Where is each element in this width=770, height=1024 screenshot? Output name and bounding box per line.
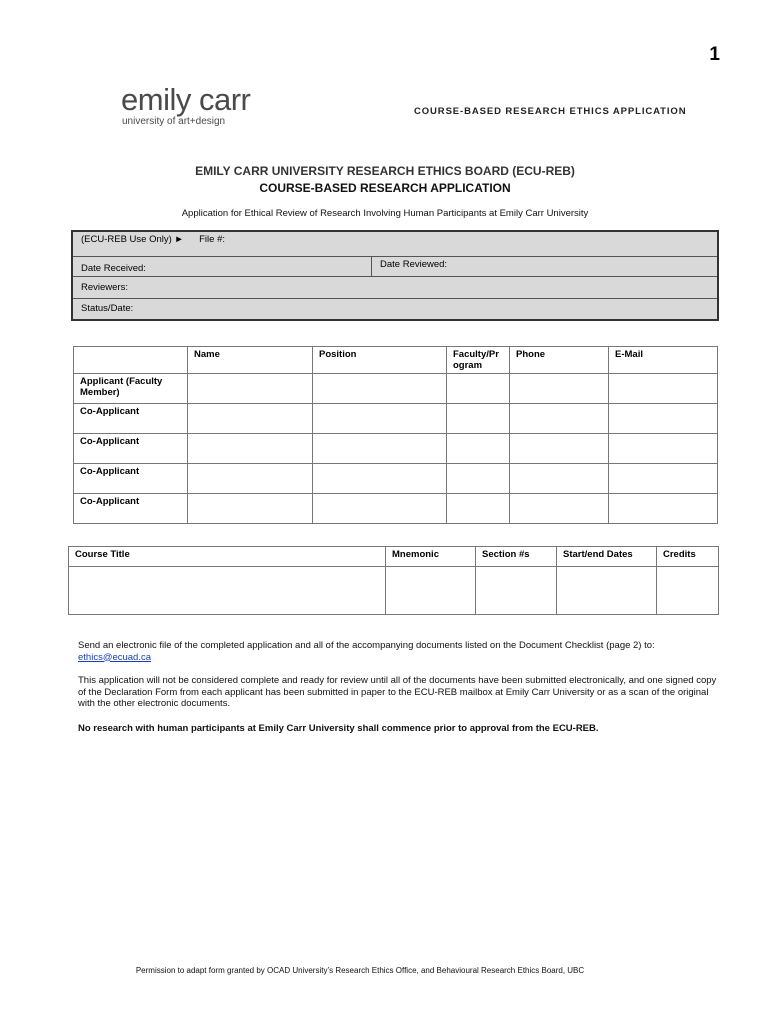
co-applicant-email-cell[interactable] — [609, 494, 718, 524]
page-number: 1 — [709, 44, 720, 65]
mnemonic-cell[interactable] — [386, 567, 476, 615]
board-title: EMILY CARR UNIVERSITY RESEARCH ETHICS BOARD (ECU-REB) — [195, 164, 575, 178]
co-applicant-email-cell[interactable] — [609, 404, 718, 434]
co-applicant-phone-cell[interactable] — [510, 494, 609, 524]
header-form-title: COURSE-BASED RESEARCH ETHICS APPLICATION — [414, 106, 687, 117]
application-title: COURSE-BASED RESEARCH APPLICATION — [259, 181, 511, 195]
university-logo-wordmark: emily carr — [121, 82, 251, 117]
no-research-notice: No research with human participants at Emily Carr University shall commence prior to approval from the ECU-REB. — [78, 723, 599, 734]
applicant-position-cell[interactable] — [313, 374, 447, 404]
co-applicant-position-cell[interactable] — [313, 404, 447, 434]
column-header-section: Section #s — [476, 547, 557, 567]
column-header-credits: Credits — [657, 547, 719, 567]
co-applicant-faculty-cell[interactable] — [447, 434, 510, 464]
co-applicant-faculty-cell[interactable] — [447, 494, 510, 524]
applicants-table — [73, 346, 718, 524]
university-logo-tagline: university of art+design — [122, 116, 226, 127]
applicants-header-blank — [74, 347, 188, 374]
co-applicant-phone-cell[interactable] — [510, 434, 609, 464]
table-row — [74, 434, 718, 464]
credits-cell[interactable] — [657, 567, 719, 615]
start-end-dates-cell[interactable] — [557, 567, 657, 615]
co-applicant-email-cell[interactable] — [609, 464, 718, 494]
completeness-paragraph: This application will not be considered complete and ready for review until all of the documents have been submitted electronically, and one signed copy of the Declaration Form from each applicant has been submitted in paper to the ECU-REB mailbox at Emily Carr University or as a scan of the original with the other electronic documents. — [78, 675, 717, 709]
column-header-position: Position — [313, 347, 447, 374]
row-label-co-applicant: Co-Applicant — [74, 404, 188, 434]
date-received-field[interactable]: Date Received: — [72, 256, 372, 276]
co-applicant-position-cell[interactable] — [313, 464, 447, 494]
column-header-email: E-Mail — [609, 347, 718, 374]
applicant-email-cell[interactable] — [609, 374, 718, 404]
row-label-co-applicant: Co-Applicant — [74, 434, 188, 464]
office-use-table — [71, 230, 719, 321]
permission-footer: Permission to adapt form granted by OCAD University’s Research Ethics Office, and Behavioural Research Ethics Board, UBC — [135, 966, 585, 975]
date-reviewed-field[interactable]: Date Reviewed: — [372, 256, 719, 276]
co-applicant-name-cell[interactable] — [188, 464, 313, 494]
table-row — [74, 374, 718, 404]
course-table — [68, 546, 719, 615]
column-header-start-end-dates: Start/end Dates — [557, 547, 657, 567]
office-use-label: (ECU-REB Use Only) ► — [81, 234, 184, 245]
co-applicant-email-cell[interactable] — [609, 434, 718, 464]
ethics-email-link[interactable]: ethics@ecuad.ca — [78, 651, 152, 663]
row-label-co-applicant: Co-Applicant — [74, 464, 188, 494]
office-use-row — [72, 231, 718, 256]
applicant-name-cell[interactable] — [188, 374, 313, 404]
co-applicant-name-cell[interactable] — [188, 494, 313, 524]
section-cell[interactable] — [476, 567, 557, 615]
table-row — [69, 567, 719, 615]
co-applicant-phone-cell[interactable] — [510, 404, 609, 434]
table-row — [74, 464, 718, 494]
row-label-applicant: Applicant (Faculty Member) — [74, 374, 188, 404]
send-instructions — [78, 640, 718, 663]
row-label-co-applicant: Co-Applicant — [74, 494, 188, 524]
file-number-field[interactable]: File #: — [199, 234, 225, 245]
applicant-faculty-cell[interactable] — [447, 374, 510, 404]
co-applicant-name-cell[interactable] — [188, 434, 313, 464]
application-subtitle: Application for Ethical Review of Research Involving Human Participants at Emily Carr University — [181, 208, 589, 219]
co-applicant-phone-cell[interactable] — [510, 464, 609, 494]
column-header-phone: Phone — [510, 347, 609, 374]
reviewers-field[interactable]: Reviewers: — [72, 276, 718, 298]
table-row — [74, 494, 718, 524]
column-header-mnemonic: Mnemonic — [386, 547, 476, 567]
send-instructions-text: Send an electronic file of the completed application and all of the accompanying documents listed on the Document Checklist (page 2) to: — [78, 640, 655, 651]
table-row — [74, 404, 718, 434]
course-title-cell[interactable] — [69, 567, 386, 615]
co-applicant-position-cell[interactable] — [313, 494, 447, 524]
co-applicant-name-cell[interactable] — [188, 404, 313, 434]
co-applicant-position-cell[interactable] — [313, 434, 447, 464]
column-header-faculty-program: Faculty/Pr ogram — [447, 347, 510, 374]
column-header-name: Name — [188, 347, 313, 374]
column-header-course-title: Course Title — [69, 547, 386, 567]
status-date-field[interactable]: Status/Date: — [72, 298, 718, 320]
applicant-phone-cell[interactable] — [510, 374, 609, 404]
co-applicant-faculty-cell[interactable] — [447, 404, 510, 434]
co-applicant-faculty-cell[interactable] — [447, 464, 510, 494]
